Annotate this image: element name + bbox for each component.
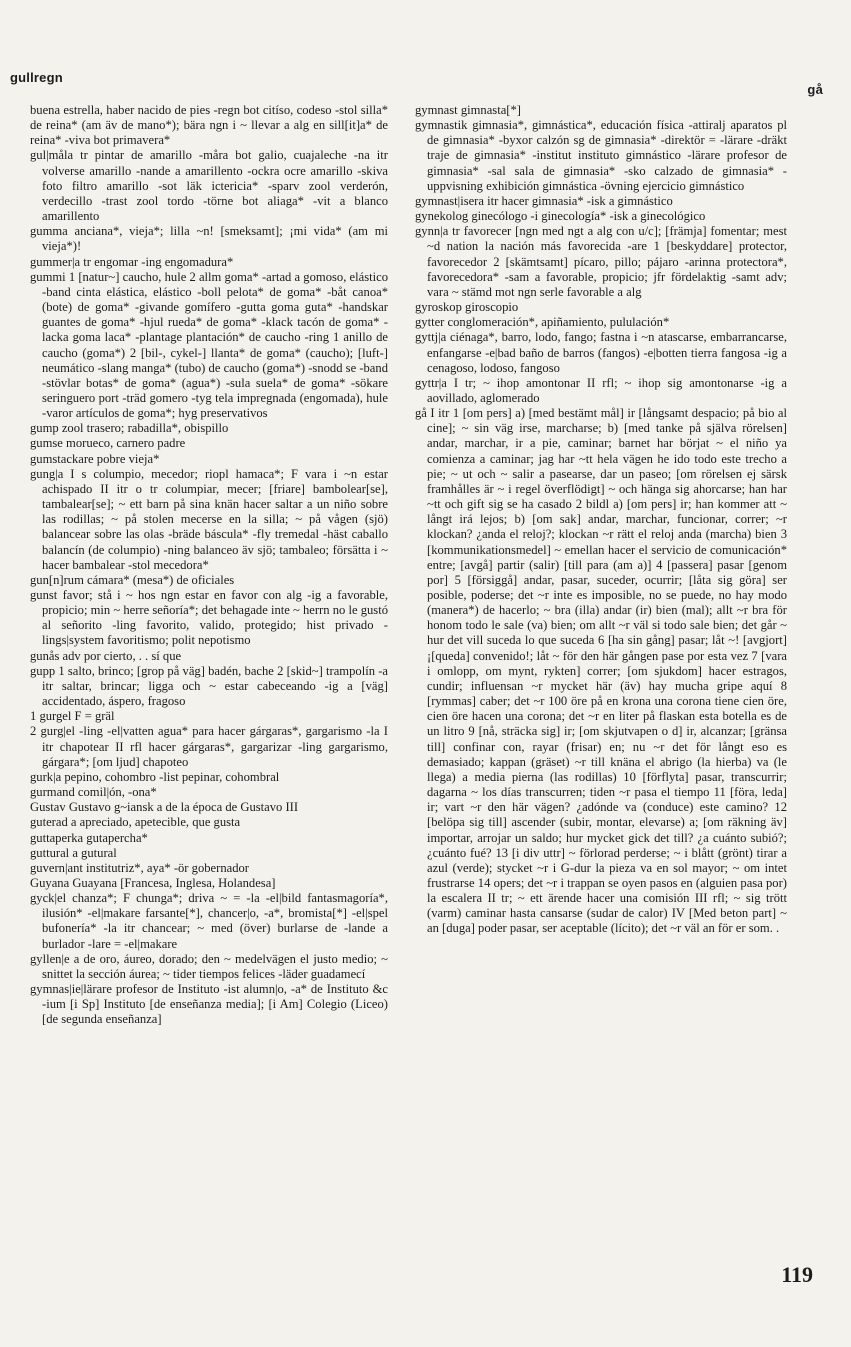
dictionary-entry: gummi 1 [natur~] caucho, hule 2 allm goma* -artad a gomoso, elástico -band cinta elástica, elástico -boll pelota* de goma* -båt canoa* (bote) de goma* -givande gomífero -gutta goma guta* -handskar guantes de goma* -hjul rueda* de goma* -klack tacón de goma* -lacka goma laca* -plantage plantación* de caucho -ring 1 anillo de caucho (goma*) 2 [bil-, cykel-] llanta* de goma* (caucho); [luft-] neumático -slang manga* (tubo) de caucho (goma*) -snodd se -band -stövlar botas* de goma* (agua*) -sula suela* de goma* -sökare seringuero port -träd gomero -tyg tela impregnada (engomada), hule -varor artículos de goma*; hyg preservativos	[30, 269, 388, 421]
dictionary-entry: gynekolog ginecólogo -i ginecología* -isk a ginecológico	[415, 209, 706, 224]
dictionary-entry: guttaperka gutapercha*	[30, 830, 148, 845]
dictionary-entry: gumstackare pobre vieja*	[30, 451, 160, 466]
dictionary-entry: guvern|ant institutriz*, aya* -ör gobernador	[30, 860, 249, 875]
running-head-right: gå	[807, 82, 823, 97]
dictionary-entry: gymnast gimnasta[*]	[415, 103, 521, 117]
dictionary-entry: Gustav Gustavo g~iansk a de la época de Gustavo III	[30, 800, 299, 815]
dictionary-entry: gunst favor; stå i ~ hos ngn estar en favor con alg -ig a favorable, propicio; min ~ herre señoría*; det behagade inte ~ herrn no le gustó al señorito -ling favorito, valido, protegido; hist privado -lings|system favoritismo; polit nepotismo	[30, 588, 388, 648]
dictionary-entry: guttural a gutural	[30, 845, 117, 860]
dictionary-entry: gupp 1 salto, brinco; [grop på väg] badén, bache 2 [skid~] trampolín -a itr saltar, brincar; ligga och ~ estar cabeceando -ig a [väg] accidentado, áspero, fragoso	[30, 663, 388, 709]
dictionary-entry: gymnas|ie|lärare profesor de Instituto -ist alumn|o, -a* de Instituto &c -ium [i Sp] Instituto [de enseñanza media]; [i Am] Colegio (Liceo) [de segunda enseñanza]	[30, 982, 388, 1027]
dictionary-entry: gung|a I s columpio, mecedor; riopl hamaca*; F vara i ~n estar achispado II itr o tr columpiar, mecer; [friare] bambolear[se], tambalear[se]; ~ ett barn på sina knän hacer saltar a un niño sobre las rodillas; ~ på stolen mecerse en la silla; ~ på vågen (sjö) balancear sobre las olas -bräde báscula* -fly tremedal -häst caballo balancín (de columpio) -ning balanceo äv sjö; tambaleo; försätta i ~ hacer bambalear -stol mecedora*	[30, 466, 388, 572]
dictionary-entry: gummer|a tr engomar -ing engomadura*	[30, 254, 234, 269]
dictionary-entry: gyck|el chanza*; F chunga*; driva ~ = -la -el|bild fantasmagoría*, ilusión* -el|makare farsante[*], chancer|o, -a*, bromista[*] -el|spel bufonería* -la itr chancear; ~ med (över) burlarse de -lande a burlador -lare = -el|makare	[30, 891, 388, 951]
dictionary-entry: gyttj|a ciénaga*, barro, lodo, fango; fastna i ~n atascarse, embarrancarse, enfangarse -e|bad baño de barros (fangos) -e|botten tierra fangosa -ig a cenagoso, lodoso, fangoso	[415, 330, 787, 375]
dictionary-entry: gyllen|e a de oro, áureo, dorado; den ~ medelvägen el justo medio; ~ snittet la sección áurea; ~ tider tiempos felices -läder guadamecí	[30, 951, 388, 981]
page-number: 119	[781, 1262, 813, 1287]
dictionary-entry: 1 gurgel F = gräl	[30, 709, 115, 724]
dictionary-entry: gymnast|isera itr hacer gimnasia* -isk a gimnástico	[415, 193, 673, 208]
dictionary-entry: gå I itr 1 [om pers] a) [med bestämt mål] ir [långsamt despacio; på bio al cine]; ~ sin väg irse, marcharse; b) [med tanke på själva rörelsen] andar, marchar, ir a pie, caminar; barnet har börjat ~ el niño ya comienza a caminar; jag har ~tt hela vägen he ido todo este trecho a pie; ~ ut och ~ salir a pasearse, dar un paseo; [om rörelsen ej särsk framhålles är ~ i regel överflödigt] ~ och hänga sig ahorcarse; han har ~tt och gift sig se ha casado 2 bildl a) [om pers] ir; han kommer att ~ långt irá lejos; b) [om sak] andar, marchar, funcionar, correr; ~r klockan? ¿anda el reloj?; klockan ~r rätt el reloj anda (marcha) bien 3 [kommunikationsmedel] ~ emellan hacer el servicio de comunicación* entre; [avgå] partir (salir) [till para (am a)] 4 [passera] pasar [genom por] 5 [försiggå] andar, pasar, suceder, ocurrir; [låta sig göra] ser posible, poderse; det ~r inte es imposible, no se puede, no hay modo (manera*) de hacerlo; ~ bra (illa) andar (ir) bien (mal); allt ~r bra för honom todo le sale (va) bien; om allt ~r väl si todo sale bien; det går ~ hur det vill suceda lo que suceda 6 [ha sin gång] pasar; låt ~! [avgjort] ¡[queda] convenido!; låt ~ för den här gången pase por esta vez 7 [vara i omlopp, om mynt, rykten] correr; [om sjukdom] hacer estragos, cundir; influensan ~r mycket här (äv) hay mucha gripe aquí 8 [rymmas] caber; det ~r 100 öre på en krona una corona tiene cien öre, cien öre hacen una corona; det ~r en liter på flaskan esta botella es de un litro 9 [nå, sträcka sig] ir; [om skjutvapen o d] ir, alcanzar; [gränsa till] confinar con, rayar (frisar) en; nu ~r det för långt eso es demasiado; kappan (gräset) ~r till knäna el abrigo (la hierba) va (le llega) a media pierna (las rodillas) 10 [förflyta] pasar, transcurrir; dagarna ~ los días transcurren; tiden ~r pasa el tiempo 11 [föra, leda] ir; vart ~r den här vägen? ¿adónde va (conduce) este camino? 12 [belöpa sig till] ascender (subir, montar, elevarse) a; [om räkning äv] importar, arrojar un saldo; hur mycket gick det till? ¿a cuánto subió?; ¿cuánto fué? 13 [i div uttr] ~ förlorad perderse; ~ i blått (grönt) tirar a azul (verde); stycket ~r i G-dur la pieza va en sol mayor; ~ om intet frustrarse 14 opers; det ~r i trappan se oyen pasos en (alguien pasa por) la escalera II tr; ~ ett ärende hacer una comisión III rfl; ~ sig trött (varm) caminar hasta cansarse (sudar de calor) IV [Med beton part] ~ an [duga] poder pasar, ser aceptable (lícito); det ~r väl an för er som. .	[415, 406, 787, 936]
dictionary-entry: gump zool trasero; rabadilla*, obispillo	[30, 421, 229, 436]
dictionary-entry: 2 gurg|el -ling -el|vatten agua* para hacer gárgaras*, gargarismo -la I itr chapotear II rfl hacer gárgaras*, gargarizar -ling gargarismo, gárgara*; [om ljud] chapoteo	[30, 724, 388, 769]
running-head-left: gullregn	[10, 70, 63, 85]
dictionary-entry: gumse morueco, carnero padre	[30, 436, 186, 451]
dictionary-entry: gunås adv por cierto, . . sí que	[30, 648, 182, 663]
dictionary-entry: gurmand comil|ón, -ona*	[30, 785, 157, 800]
dictionary-entry: gul|måla tr pintar de amarillo -måra bot galio, cuajaleche -na itr volverse amarillo -nande a amarillento -ockra ocre amarillo -skiva foto filtro amarillo -sot läk ictericia* -sparv zool verderón, verdecillo -trast zool tordo -törne bot aliaga* -vit a blanco amarillento	[30, 148, 388, 224]
dictionary-entry: gurk|a pepino, cohombro -list pepinar, cohombral	[30, 769, 280, 784]
dictionary-entry: gynn|a tr favorecer [ngn med ngt a alg con u/c]; [främja] fomentar; mest ~d nation la nación más favorecida -are 1 [beskyddare] protector, favorecedor 2 [skämtsamt] pícaro, pillo; pájaro -arinna protectora*, favorecedora* -sam a favorable, propicio; jfr fördelaktig -samt adv; vara ~ stämd mot ngn serle favorable a alg	[415, 224, 787, 299]
dictionary-entry: gun[n]rum cámara* (mesa*) de oficiales	[30, 572, 235, 587]
dictionary-entry: gyroskop giroscopio	[415, 300, 519, 315]
dictionary-entry: buena estrella, haber nacido de pies -regn bot citíso, codeso -stol silla* de reina* (am äv de mano*); bära ngn i ~ llevar a alg en sill[it]a* de reina* -viva bot primavera*	[30, 103, 388, 148]
dictionary-entry: gymnastik gimnasia*, gimnástica*, educación física -attiralj aparatos pl de gimnasia* -byxor calzón sg de gimnasia* -direktör = -lärare -dräkt traje de gimnasia* -institut instituto gimnástico -lärare profesor de gimnasia* -sal sala de gimnasia* -sko calzado de gimnasia* -uppvisning exhibición gimnástica -övning ejercicio gimnástico	[415, 118, 787, 193]
dictionary-entry: gytter conglomeración*, apiñamiento, pululación*	[415, 315, 670, 330]
left-column	[30, 103, 388, 1028]
dictionary-entry: gyttr|a I tr; ~ ihop amontonar II rfl; ~ ihop sig amontonarse -ig a aovillado, aglomerado	[415, 375, 787, 405]
dictionary-entry: Guyana Guayana [Francesa, Inglesa, Holandesa]	[30, 875, 276, 890]
dictionary-entry: guterad a apreciado, apetecible, que gusta	[30, 815, 241, 830]
right-column	[415, 103, 787, 937]
dictionary-entry: gumma anciana*, vieja*; lilla ~n! [smeksamt]; ¡mi vida* (am mi vieja*)!	[30, 224, 388, 254]
